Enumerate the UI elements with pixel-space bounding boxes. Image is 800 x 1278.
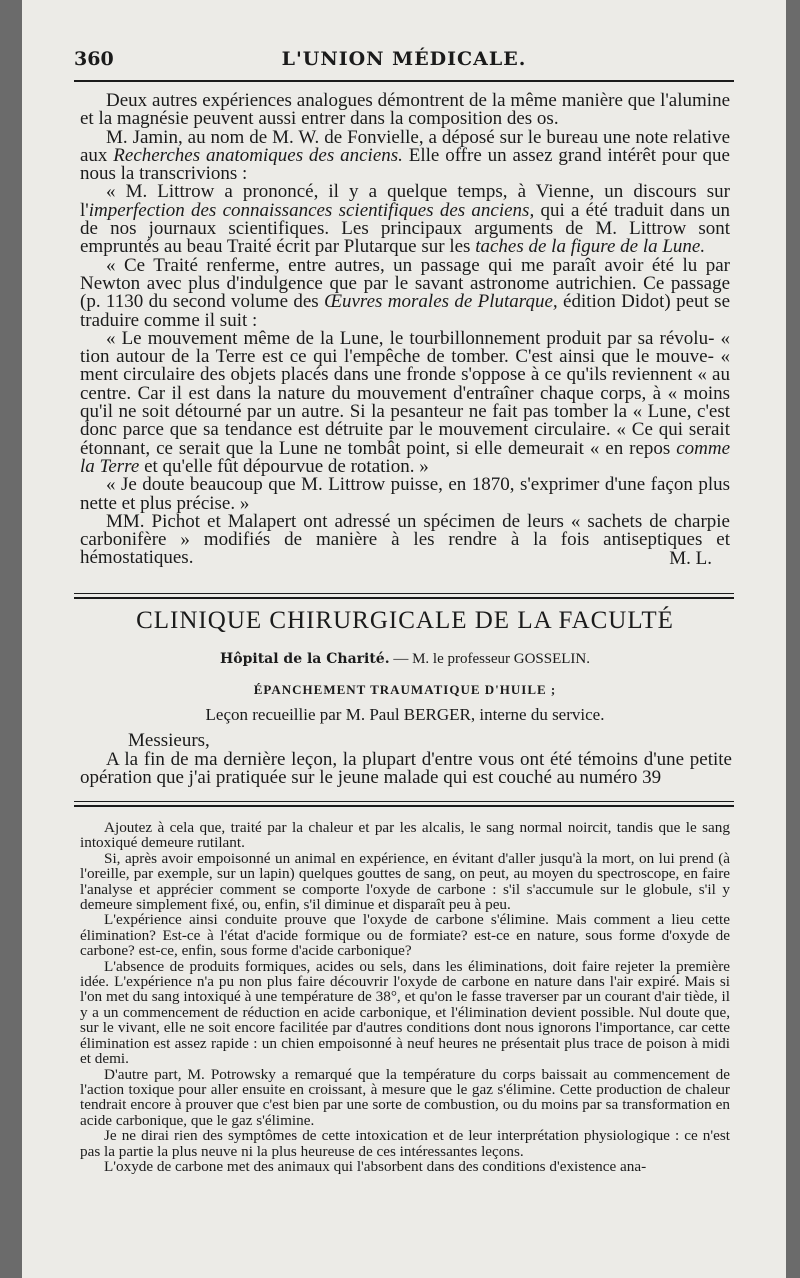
paragraph: L'absence de produits formiques, acides ou sels, dans les éliminations, doit faire rejeter la première idée. L'expérience n'a pu non plus faire découvrir l'oxyde de carbone en nature dans l'air expiré. Mais si l'on met du sang intoxiqué à une température de 38°, et qu'on le fasse traverser par un courant d'air tiède, il y a un commencement de réduction en acide carbonique, et l'élimination devient possible. Nul doute que, sur le vivant, elle ne soit encore facilitée par d'autres conditions dont nous ignorons l'importance, car cette élimination est assez rapide : un chien empoisonné à neuf heures ne présentait plus trace de poison à midi et demi. [80,957,730,1068]
paragraph: D'autre part, M. Potrowsky a remarqué que la température du corps baissait au commencement de l'action toxique pour aller ensuite en croissant, à mesure que le gaz s'élimine. Cette production de chaleur tendrait encore à prouver que c'est bien par une sorte de combustion, ou du moins par sa transformation en acide carbonique, que le gaz s'élimine. [80,1065,730,1129]
paragraph: M. Jamin, au nom de M. W. de Fonvielle, a déposé sur le bureau une note relative aux Recherches anatomiques des anciens. Elle offre un assez grand intérêt pour que nous la transcrivions : [80,126,730,185]
paragraph: Ajoutez à cela que, traité par la chaleur et par les alcalis, le sang normal noircit, tandis que le sang intoxiqué demeure rutilant. [80,819,730,852]
lecture-subject: ÉPANCHEMENT TRAUMATIQUE D'HUILE ; [253,682,557,697]
feuilleton-rule [74,801,734,802]
paragraph: Deux autres expériences analogues démontrent de la même manière que l'alumine et la magnésie peuvent aussi entrer dans la composition des os. [80,90,730,130]
section-title: CLINIQUE CHIRURGICALE DE LA FACULTÉ [136,607,674,634]
signature: M. L. [669,547,712,569]
paragraph: MM. Pichot et Malapert ont adressé un spécimen de leurs « sachets de charpie carbonifère » modifiés de manière à les rendre à la fois antiseptiques et hémostatiques. [80,510,730,569]
paragraph: Je ne dirai rien des symptômes de cette intoxication et de leur interprétation physiologique : ce n'est pas la partie la plus neuve ni la plus heureuse de ces intéressantes leçons. [80,1127,730,1160]
header-rule [74,80,734,82]
paragraph: Si, après avoir empoisonné un animal en expérience, en évitant d'aller jusqu'à la mort, on lui prend (à l'oreille, par exemple, sur un lapin) quelques gouttes de sang, on peut, au moyen du spectroscope, en faire l'analyse et apprécier comment se comporte l'oxyde de carbone : s'il s'accumule sur le globule, s'il y demeure simplement fixé, ou, enfin, s'il diminue et disparaît peu à peu. [80,849,730,914]
paragraph: « Ce Traité renferme, entre autres, un passage qui me paraît avoir été lu par Newton avec plus d'indulgence que par le savant astronome autrichien. Ce passage (p. 1130 du second volume des Œuvres morales de Plutarque, édition Didot) peut se traduire comme il suit : [80,254,731,331]
lecture-credit: Leçon recueillie par M. Paul BERGER, interne du service. [205,705,605,724]
paragraph: L'expérience ainsi conduite prouve que l'oxyde de carbone s'élimine. Mais comment a lieu cette élimination? Est-ce à l'état d'acide formique ou de formiate? est-ce en nature, sous forme d'oxyde de carbone? est-ce, enfin, sous forme d'acide carbonique? [80,911,730,960]
page-header [74,48,734,76]
salutation: Messieurs, [128,730,210,751]
running-head: L'UNION MÉDICALE. [281,48,527,70]
quotation: « Le mouvement même de la Lune, le tourbillonnement produit par sa révolu- « tion autour de la Terre est ce qui l'empêche de tomber. C'est ainsi que le mouve- « ment circulaire des objets placés dans une fronde s'oppose à ce qu'ils reviennent « au centre. Car il est dans la nature du mouvement d'entraîner chaque corps, à « moins qu'il ne soit détourné par un autre. Si la pesanteur ne fait pas tomber la « Lune, c'est donc parce que sa tendance est détruite par le mouvement circulaire. « Ce qui serait étonnant, ce serait que la Lune ne tombât point, si elle demeurait « en repos comme la Terre et qu'elle fût dépourvue de rotation. » [80,327,730,477]
section-rule [74,593,734,594]
journal-page [22,0,786,1278]
feuilleton-rule [74,805,734,807]
paragraph: « Je doute beaucoup que M. Littrow puisse, en 1870, s'exprimer d'une façon plus nette et plus précise. » [80,474,730,514]
hospital-line: Hôpital de la Charité. — M. le professeur GOSSELIN. [220,651,590,667]
page-number: 360 [74,48,114,70]
section-rule [74,597,734,599]
paragraph: L'oxyde de carbone met des animaux qui l'absorbent dans des conditions d'existence ana- [104,1157,647,1175]
feuilleton-text [80,820,730,1174]
paragraph: A la fin de ma dernière leçon, la plupart d'entre vous ont été témoins d'une petite opération que j'ai pratiquée sur le jeune malade qui est couché au numéro 39 [80,748,732,788]
academy-report [80,92,730,568]
paragraph: « M. Littrow a prononcé, il y a quelque temps, à Vienne, un discours sur l'imperfection des connaissances scientifiques des anciens, qui a été traduit dans un de nos journaux scientifiques. Les principaux arguments de M. Littrow sont empruntés au beau Traité écrit par Plutarque sur les taches de la figure de la Lune. [80,181,731,258]
lecture-text [80,732,732,788]
